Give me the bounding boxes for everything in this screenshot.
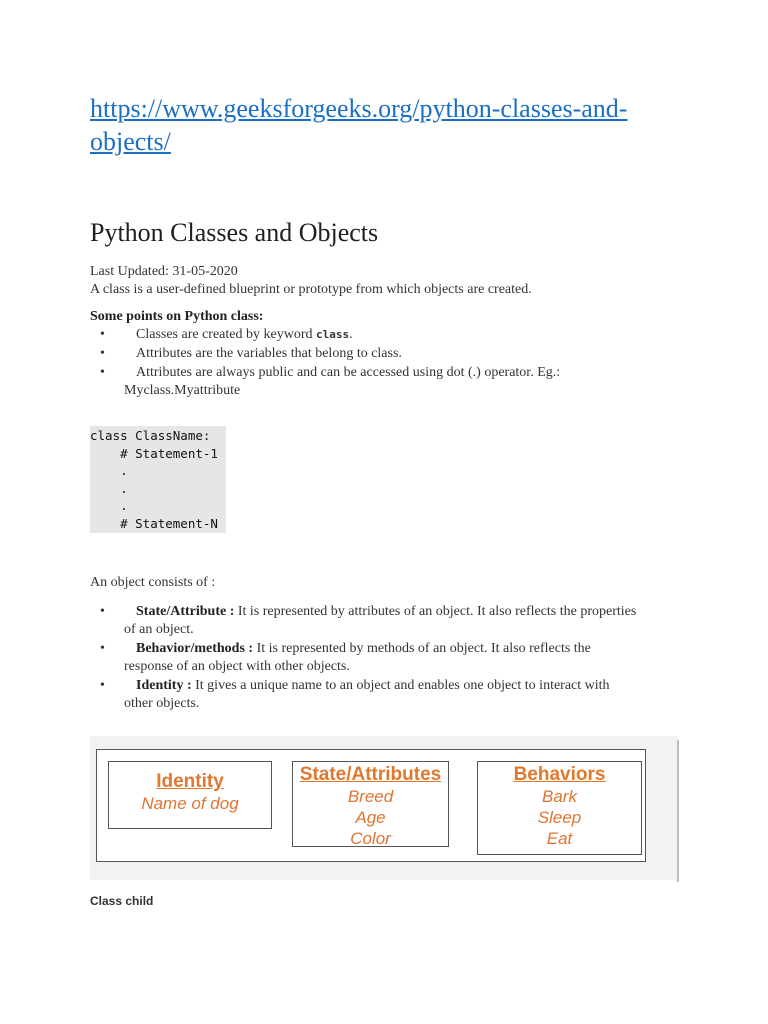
url-line-2: objects/ bbox=[90, 127, 171, 156]
point-text: Attributes are the variables that belong to class. bbox=[136, 346, 402, 361]
point-text: Classes are created by keyword bbox=[136, 327, 316, 342]
behaviors-heading: Behaviors bbox=[513, 764, 606, 785]
keyword-code: class bbox=[315, 328, 350, 341]
list-item bbox=[90, 364, 690, 400]
behavior-item: Sleep bbox=[537, 808, 582, 827]
point-text: Attributes are always public and can be accessed using dot (.) operator. Eg.: bbox=[136, 365, 561, 380]
state-item: Color bbox=[350, 829, 391, 848]
source-url-link[interactable] bbox=[90, 92, 690, 158]
bullet-icon: • bbox=[100, 327, 105, 342]
term-label: Behavior/methods : bbox=[136, 641, 254, 656]
list-item bbox=[90, 677, 690, 713]
list-item bbox=[90, 640, 690, 676]
last-updated-text: Last Updated: 31-05-2020 bbox=[90, 264, 238, 279]
class-definition-text: A class is a user-defined blueprint or prototype from which objects are created. bbox=[90, 282, 532, 297]
state-item: Age bbox=[355, 808, 386, 827]
state-heading: State/Attributes bbox=[299, 764, 442, 785]
code-block: class ClassName: # Statement-1 . . . # Statement-N bbox=[90, 426, 226, 533]
behavior-item: Bark bbox=[542, 787, 577, 806]
term-description-continued: of an object. bbox=[124, 622, 194, 637]
state-attributes-box bbox=[292, 761, 449, 847]
bullet-icon: • bbox=[100, 678, 105, 693]
list-item bbox=[90, 603, 690, 639]
term-description: It is represented by attributes of an object. It also reflects the properties bbox=[234, 604, 637, 619]
bullet-icon: • bbox=[100, 346, 105, 361]
bullet-icon: • bbox=[100, 365, 105, 380]
bullet-icon: • bbox=[100, 641, 105, 656]
term-description-continued: other objects. bbox=[124, 696, 200, 711]
list-item bbox=[90, 326, 690, 344]
bullet-icon: • bbox=[100, 604, 105, 619]
identity-heading: Identity bbox=[156, 771, 224, 792]
page-title: Python Classes and Objects bbox=[90, 218, 379, 247]
term-label: Identity : bbox=[136, 678, 192, 693]
identity-box bbox=[108, 761, 272, 829]
diagram-divider bbox=[677, 740, 679, 882]
term-description-continued: response of an object with other objects. bbox=[124, 659, 350, 674]
url-line-1: https://www.geeksforgeeks.org/python-classes-and- bbox=[90, 94, 628, 123]
behavior-item: Eat bbox=[546, 829, 573, 848]
term-label: State/Attribute : bbox=[136, 604, 235, 619]
state-item: Breed bbox=[347, 787, 394, 806]
term-description: It is represented by methods of an object. It also reflects the bbox=[253, 641, 591, 656]
class-points-list bbox=[90, 326, 690, 401]
object-intro-text: An object consists of : bbox=[90, 575, 216, 590]
list-item bbox=[90, 345, 690, 363]
point-text-end: . bbox=[349, 327, 353, 342]
points-heading: Some points on Python class: bbox=[90, 309, 264, 324]
object-points-list bbox=[90, 603, 690, 714]
point-text-continued: Myclass.Myattribute bbox=[124, 383, 241, 398]
identity-item: Name of dog bbox=[141, 794, 239, 813]
term-description: It gives a unique name to an object and enables one object to interact with bbox=[191, 678, 610, 693]
figure-caption: Class child bbox=[90, 894, 154, 908]
behaviors-box bbox=[477, 761, 642, 855]
